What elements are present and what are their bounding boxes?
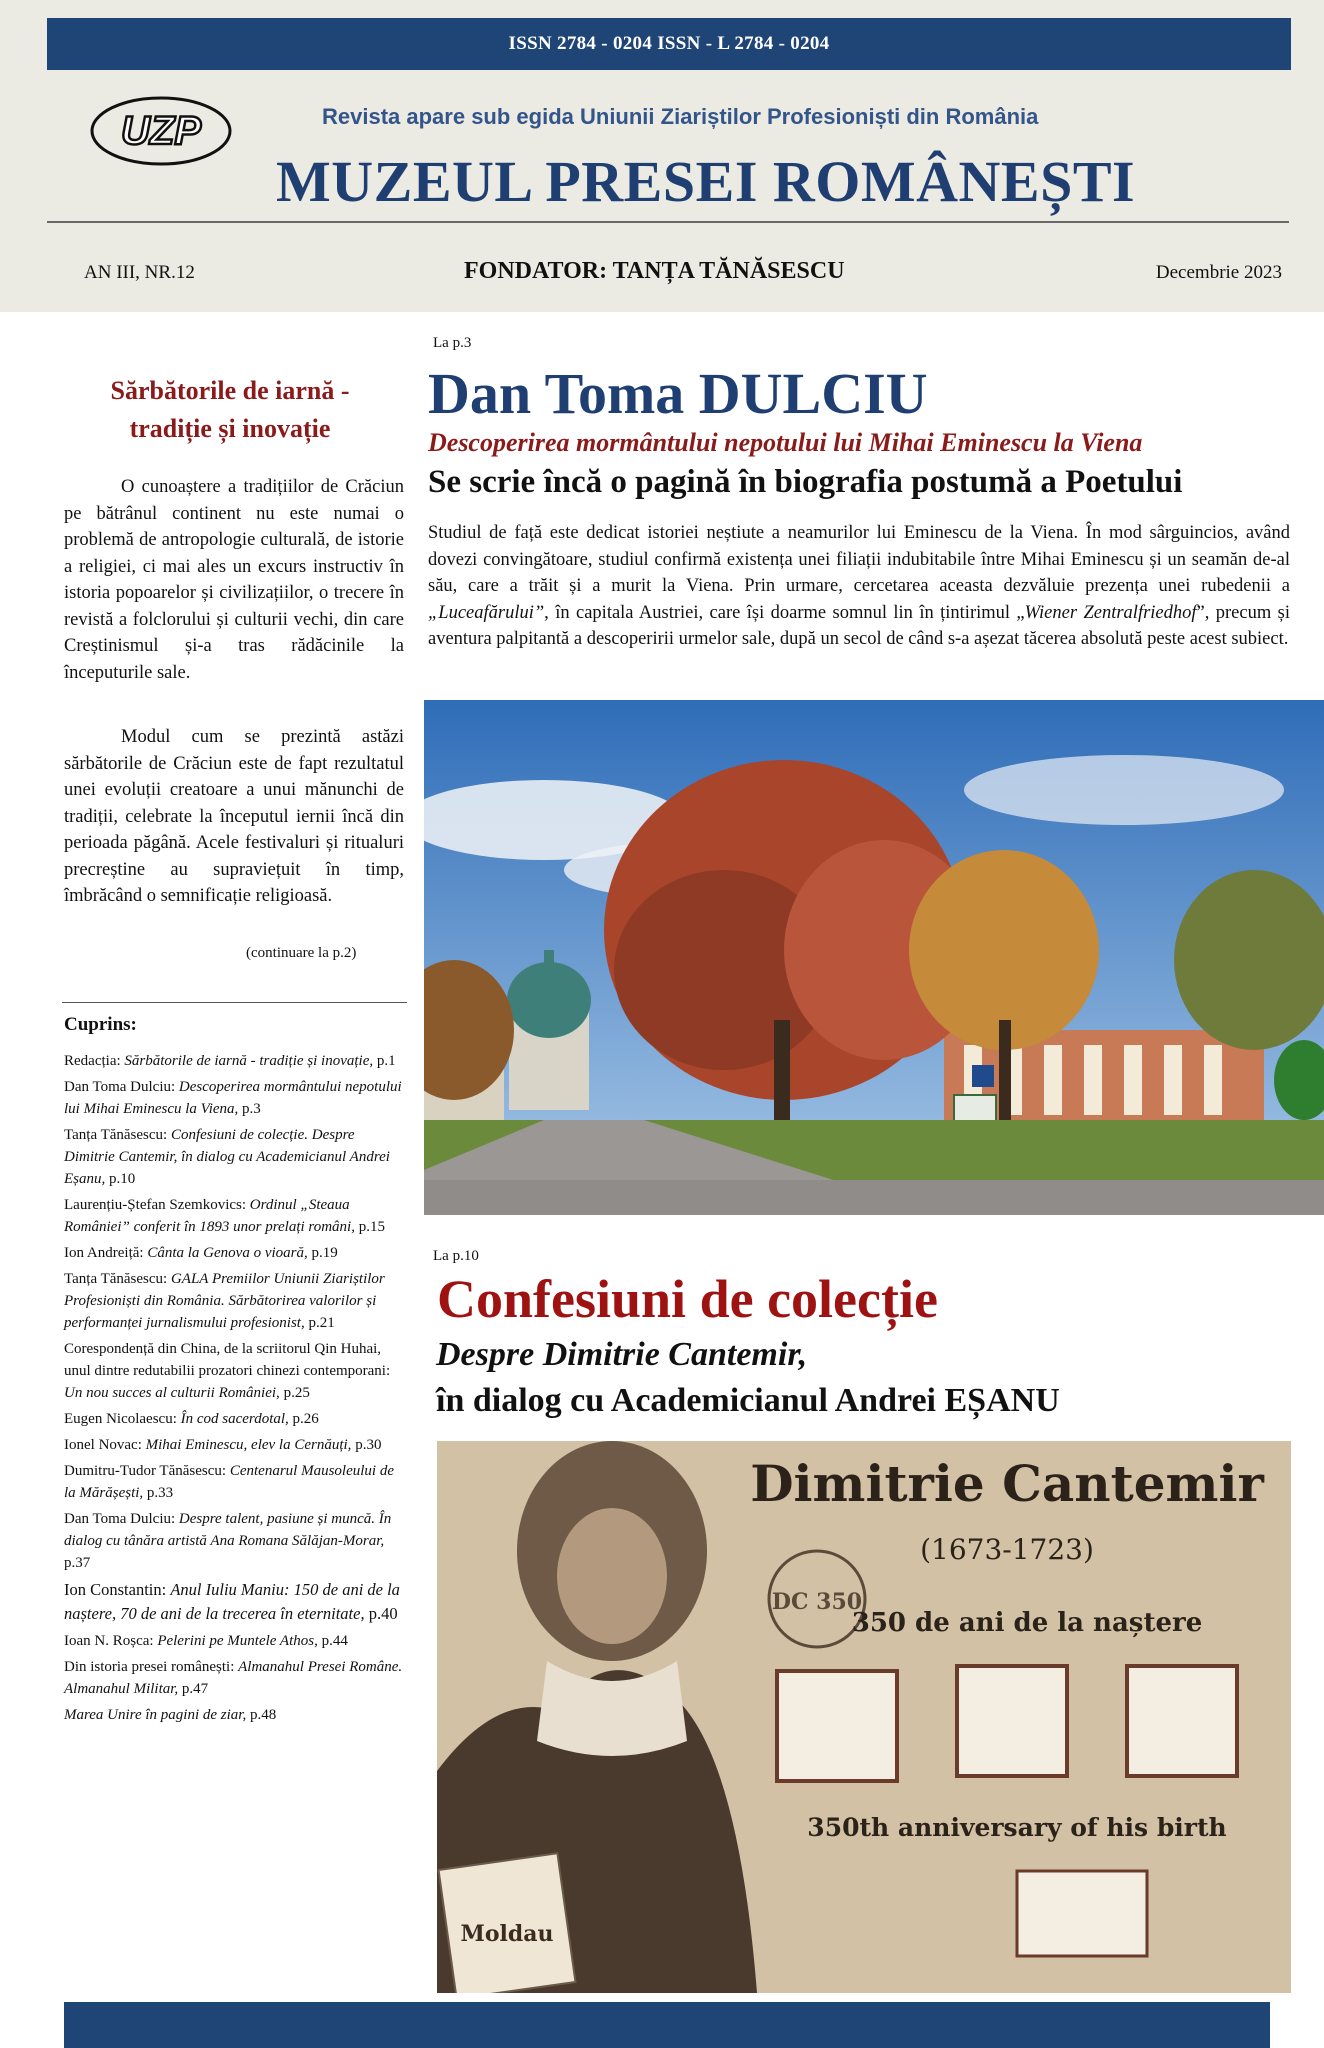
toc-article-title: Mihai Eminescu, elev la Cernăuți, [145, 1437, 352, 1453]
vienna-cemetery-photo [424, 700, 1324, 1215]
toc-item [64, 1124, 409, 1190]
editorial-paragraph-2: Modul cum se prezintă astăzi sărbătorile de Crăciun este de fapt rezultatul unei evoluții creatoare a unui mănunchi de tradiții, celebrate la începutul iernii încă din perioada păgână. Acele festivaluri și ritualuri precreștine au supraviețuit în timp, îmbrăcând o semnificație religioasă. [64, 727, 404, 906]
abstract-part: ”, precum și aventura palpitantă a descoperirii urmelor sale, după un secol de când s-a așezat tăcerea absolută peste acest subiect. [428, 602, 1290, 649]
issn-text: ISSN 2784 - 0204 ISSN - L 2784 - 0204 [508, 33, 830, 54]
issue-date: Decembrie 2023 [1155, 262, 1282, 283]
abstract-part: Studiul de față este dedicat istoriei neștiute a neamurilor lui Eminescu de la Viena. În mod sârguincios, având dovezi convingătoare, studiul confirmă existența unei filiații indubitabile între Mihai Eminescu și un seamăn de-al său, care a trăit și a murit la Viena. Prin urmare, cercetarea aceasta dezvăluie prezența unei rubedenii a [428, 523, 1290, 596]
logo-text: UZP [121, 109, 201, 153]
toc-article-title: Despre talent, pasiune și muncă. În dialog cu tânăra artistă Ana Romana Sălăjan-Morar, [64, 1511, 392, 1549]
feature1-abstract [428, 520, 1290, 653]
toc-page: p.48 [246, 1707, 277, 1723]
poster-line2: 350th anniversary of his birth [807, 1813, 1227, 1842]
poster-years: (1673-1723) [920, 1533, 1094, 1566]
toc-page: p.33 [143, 1485, 174, 1501]
editorial-paragraph-1: O cunoaștere a tradițiilor de Crăciun pe bătrânul continent nu este numai o problemă de antropologie culturală, de istorie a religiei, ci mai ales un excurs instructiv în istoria popoarelor și civilizațiilor, o trecere în revistă a folclorului și culturii vechi, din care Creștinismul și-a tras rădăcinile la începuturile sale. [64, 477, 404, 683]
toc-article-title: Centenarul Mausoleului de la Mărășești, [64, 1463, 394, 1501]
feature2-page-ref: La p.10 [433, 1248, 479, 1264]
toc-article-title: Pelerini pe Muntele Athos, [157, 1633, 318, 1649]
toc-page: p.15 [354, 1219, 385, 1235]
toc-page: p.19 [307, 1245, 338, 1261]
toc-author: Dan Toma Dulciu: [64, 1511, 179, 1527]
toc-page: p.47 [178, 1681, 209, 1697]
toc-item [64, 1268, 409, 1334]
toc-item [64, 1630, 409, 1652]
toc-item [64, 1434, 409, 1456]
toc-item [64, 1194, 409, 1238]
toc-author: Corespondență din China, de la scriitorul Qin Huhai, unul dintre redutabilii prozatori chinezi contemporani: [64, 1341, 391, 1379]
poster-seal: DC 350 [771, 1589, 863, 1615]
toc-item [64, 1578, 409, 1626]
toc-author: Eugen Nicolaescu: [64, 1411, 181, 1427]
title-divider [47, 221, 1289, 223]
toc-item [64, 1076, 409, 1120]
toc-author: Dumitru-Tudor Tănăsescu: [64, 1463, 230, 1479]
feature1-headline: Se scrie încă o pagină în biografia postumă a Poetului [428, 464, 1183, 500]
toc-author: Ionel Novac: [64, 1437, 146, 1453]
toc-page: p.21 [304, 1315, 335, 1331]
feature2-title: Confesiuni de colecție [437, 1269, 938, 1329]
uzp-logo [88, 92, 234, 170]
toc-author: Redacția: [64, 1053, 125, 1069]
toc-article-title: Anul Iuliu Maniu: 150 de ani de la naștere, 70 de ani de la trecerea în eternitate, [64, 1580, 400, 1623]
toc-article-title: Sărbătorile de iarnă - tradiție și inovație, [124, 1053, 374, 1069]
toc-page: p.40 [364, 1604, 398, 1623]
abstract-italic: Wiener Zentralfriedhof [1024, 602, 1197, 623]
toc-page: p.26 [288, 1411, 319, 1427]
toc-author: Tanța Tănăsescu: [64, 1127, 171, 1143]
toc-item [64, 1050, 409, 1072]
toc-article-title: GALA Premiilor Uniunii Ziariștilor Profesioniști din România. Sărbătorirea valorilor și performanței jurnalismului profesionist, [64, 1271, 385, 1331]
toc-page: p.37 [64, 1555, 91, 1571]
cantemir-poster-photo [437, 1441, 1291, 1993]
editorial-title-line1: Sărbătorile de iarnă - [110, 376, 350, 405]
toc-article-title: Cânta la Genova o vioară, [147, 1245, 308, 1261]
abstract-part: , în capitala Austriei, care își doarme somnul lin în țintirimul „ [544, 602, 1025, 623]
toc-page: p.3 [238, 1101, 261, 1117]
toc-page: p.25 [279, 1385, 310, 1401]
toc-item [64, 1338, 409, 1404]
toc-page: p.10 [105, 1171, 136, 1187]
editorial-title [60, 372, 400, 448]
toc-author: Ioan N. Roșca: [64, 1633, 158, 1649]
toc-article-title: Marea Unire în pagini de ziar, [64, 1707, 247, 1723]
issue-number: AN III, NR.12 [84, 262, 195, 283]
editorial-title-line2: tradiție și inovație [129, 414, 331, 443]
feature2-headline: în dialog cu Academicianul Andrei EȘANU [436, 1382, 1060, 1419]
feature1-subtitle: Descoperirea mormântului nepotului lui Mihai Eminescu la Viena [428, 428, 1143, 457]
toc-title: Cuprins: [64, 1014, 137, 1035]
abstract-italic: „Luceafărului” [428, 602, 545, 623]
footer-bar [64, 2002, 1270, 2048]
toc-author: Ion Constantin: [64, 1580, 171, 1599]
table-of-contents [64, 1050, 409, 1730]
toc-article-title: Almanahul Presei Române. Almanahul Militar, [64, 1659, 403, 1697]
feature2-subtitle: Despre Dimitrie Cantemir, [436, 1336, 808, 1373]
toc-author: Laurențiu-Ștefan Szemkovics: [64, 1197, 250, 1213]
feature1-page-ref: La p.3 [433, 335, 472, 351]
toc-item [64, 1408, 409, 1430]
issn-bar [47, 18, 1291, 70]
toc-author: Dan Toma Dulciu: [64, 1079, 179, 1095]
toc-divider [62, 1002, 407, 1003]
poster-name: Dimitrie Cantemir [750, 1454, 1264, 1513]
toc-author: Tanța Tănăsescu: [64, 1271, 171, 1287]
founder-line: FONDATOR: TANȚA TĂNĂSESCU [464, 258, 845, 284]
toc-article-title: Confesiuni de colecție. Despre Dimitrie Cantemir, în dialog cu Academicianul Andrei Eșanu, [64, 1127, 390, 1187]
toc-article-title: Ordinul „Steaua României” conferit în 1893 unor prelați români, [64, 1197, 355, 1235]
book-title: Moldau [460, 1921, 554, 1947]
toc-page: p.1 [373, 1053, 396, 1069]
toc-page: p.44 [317, 1633, 348, 1649]
magazine-title: MUZEUL PRESEI ROMÂNEȘTI [276, 149, 1136, 214]
toc-article-title: Descoperirea mormântului nepotului lui Mihai Eminescu la Viena, [64, 1079, 402, 1117]
toc-page: p.30 [351, 1437, 382, 1453]
toc-item [64, 1508, 409, 1574]
toc-item [64, 1704, 409, 1726]
toc-article-title: În cod sacerdotal, [180, 1411, 289, 1427]
continued-note: (continuare la p.2) [246, 945, 357, 961]
toc-item [64, 1242, 409, 1264]
feature1-title: Dan Toma DULCIU [428, 361, 928, 426]
toc-item [64, 1656, 409, 1700]
toc-article-title: Un nou succes al culturii României, [64, 1385, 280, 1401]
poster-line1: 350 de ani de la naștere [851, 1608, 1203, 1638]
toc-item [64, 1460, 409, 1504]
toc-author: Ion Andreiță: [64, 1245, 148, 1261]
toc-author: Din istoria presei românești: [64, 1659, 239, 1675]
masthead-subtitle: Revista apare sub egida Uniunii Ziariștilor Profesioniști din România [322, 104, 1039, 129]
